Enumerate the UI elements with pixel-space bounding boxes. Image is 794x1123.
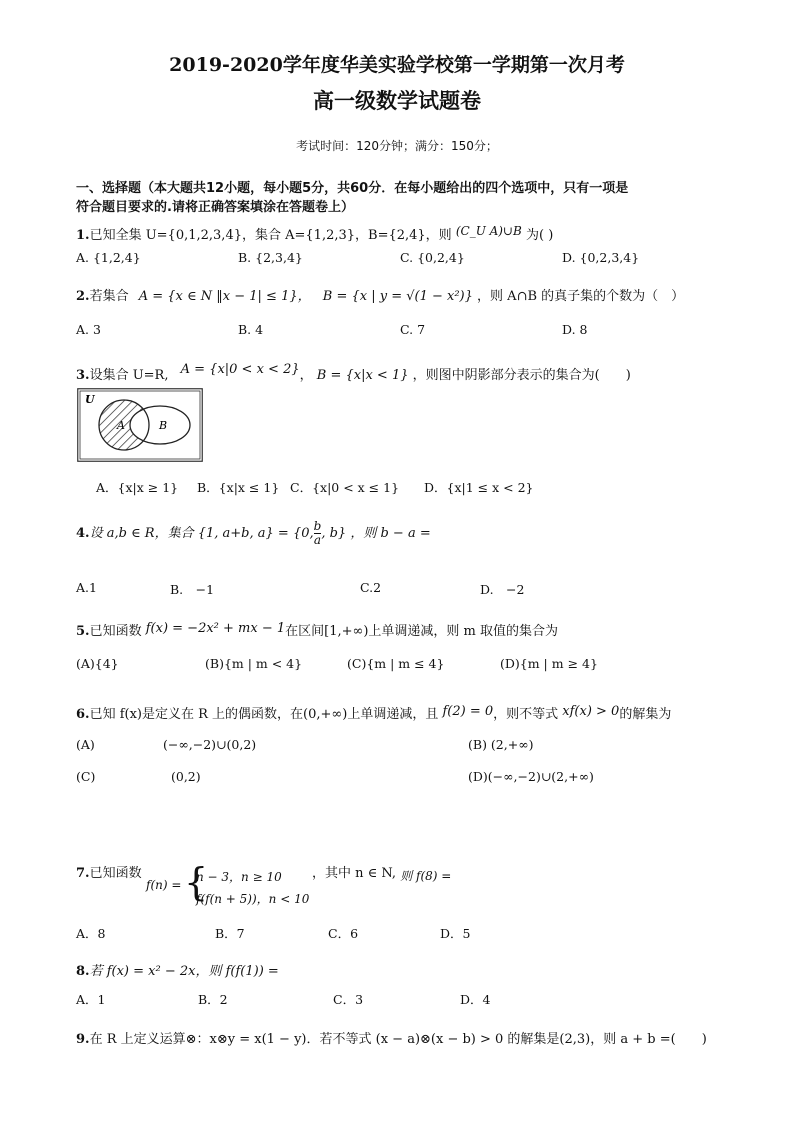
question-7-condition (312, 862, 451, 884)
option-b: (B){m | m < 4} (205, 656, 303, 671)
math-expression: (C_U A)∪B (455, 224, 522, 238)
set-right: , b} (321, 526, 347, 541)
option-b: B．{x|x ≤ 1} (197, 480, 280, 495)
section-heading-line2: 符合题目要求的.请将正确答案填涂在答题卷上） (76, 200, 354, 215)
option-c: C.2 (360, 580, 382, 595)
question-6 (76, 703, 671, 722)
question-stem: 若集合 (89, 289, 129, 304)
option-c: C．6 (328, 926, 359, 941)
option-b: B. {2,3,4} (238, 250, 303, 265)
option-b: B. −1 (170, 582, 215, 597)
set-b-expression: B = {x | y = √(1 − x²)} (322, 289, 473, 304)
option-c-label: (C) (76, 769, 96, 784)
question-stem: 已知函数 (89, 624, 142, 639)
inequality-expression: xf(x) > 0 (562, 704, 620, 719)
option-b: B. 4 (238, 322, 264, 337)
question-stem: 设 a,b ∈ R，集合 {1, a+b, a} = (89, 526, 289, 541)
question-number: 2. (76, 289, 90, 304)
option-a: A．{x|x ≥ 1} (96, 480, 179, 495)
question-2 (76, 285, 684, 304)
option-d: D. 8 (562, 322, 588, 337)
venn-label-a: A (117, 419, 125, 432)
question-3: 3.设集合 U=R, A = {x|0 < x < 2}， B = {x|x < 1} ，则图中阴影部分表示的集合为( ) (76, 362, 631, 383)
option-a: (A){4} (76, 656, 119, 671)
option-c: C. {0,2,4} (400, 250, 465, 265)
venn-label-b: B (159, 419, 168, 432)
fraction-numerator: b (313, 519, 322, 533)
option-a: A. 3 (76, 322, 101, 337)
option-c: (0,2) (171, 769, 201, 784)
question-stem-end: ，则 A∩B 的真子集的个数为（ ） (477, 289, 685, 304)
question-number: 9. (76, 1032, 90, 1047)
question-stem: 在 R 上定义运算⊗：x⊗y = x(1 − y)．若不等式 (x − a)⊗(x − b) > 0 的解集是(2,3)，则 a + b =( ) (89, 1032, 707, 1047)
piecewise-case-2: f(f(n + 5))，n < 10 (196, 892, 310, 906)
question-stem-mid: ，其中 n ∈ N, (312, 866, 397, 881)
question-7 (76, 862, 142, 881)
set-a-expression: A = {x|0 < x < 2} (180, 362, 300, 377)
question-stem-end: 则 f(8) = (400, 869, 452, 883)
set-left: {0, (292, 526, 314, 541)
section-heading-line1: 一、选择题（本大题共12小题，每小题5分，共60分．在每小题给出的四个选项中，只有一项是 (76, 181, 629, 196)
option-d: D．{x|1 ≤ x < 2} (424, 480, 534, 495)
option-d: (D)(−∞,−2)∪(2,+∞) (468, 769, 594, 784)
question-stem: 若 f(x) = x² − 2x，则 f(f(1)) = (89, 964, 279, 979)
question-number: 7. (76, 866, 90, 881)
option-c: (C){m | m ≤ 4} (347, 656, 445, 671)
question-number: 3. (76, 368, 90, 383)
question-stem-mid: ，则不等式 (493, 707, 559, 722)
function-expression: f(x) = −2x² + mx − 1 (145, 621, 286, 636)
venn-label-u: U (85, 393, 95, 406)
option-a: (−∞,−2)∪(0,2) (163, 737, 257, 752)
shaded-region (77, 388, 203, 462)
question-number: 5. (76, 624, 90, 639)
piecewise-brace: { (184, 860, 209, 904)
set-a-expression: A = {x ∈ N ‖x − 1| ≤ 1}， (138, 289, 311, 304)
option-a-label: (A) (76, 737, 95, 752)
option-c: C．3 (333, 992, 364, 1007)
venn-diagram (77, 388, 203, 462)
option-d: D．4 (460, 992, 491, 1007)
option-b: B．2 (198, 992, 228, 1007)
option-d: D. −2 (480, 582, 525, 597)
question-9 (76, 1028, 707, 1047)
question-number: 6. (76, 707, 90, 722)
question-stem: 已知全集 U={0,1,2,3,4}，集合 A={1,2,3}，B={2,4}，则 (89, 228, 452, 243)
exam-title: 2019-2020学年度华美实验学校第一学期第一次月考 (169, 54, 625, 76)
exam-subtitle: 高一级数学试题卷 (313, 88, 481, 113)
question-number: 4. (76, 526, 90, 541)
question-stem: 已知函数 (89, 866, 142, 881)
question-stem-end: ，则图中阴影部分表示的集合为( ) (412, 368, 631, 383)
question-stem: 已知 f(x)是定义在 R 上的偶函数，在(0,+∞)上单调递减，且 (89, 707, 439, 722)
set-b-expression: B = {x|x < 1} (316, 368, 409, 383)
option-a: A．8 (76, 926, 106, 941)
question-1 (76, 224, 553, 243)
option-d: D. {0,2,3,4} (562, 250, 640, 265)
question-stem-end: 在区间[1,+∞)上单调递减，则 m 取值的集合为 (285, 624, 559, 639)
option-a: A．1 (76, 992, 106, 1007)
fraction-denominator: a (313, 533, 322, 547)
question-4 (76, 520, 431, 547)
option-b: (B) (2,+∞) (468, 737, 534, 752)
question-number: 1. (76, 228, 90, 243)
option-d: (D){m | m ≥ 4} (500, 656, 598, 671)
question-5 (76, 620, 558, 639)
piecewise-function-label: f(n) = (146, 878, 182, 892)
option-c: C．{x|0 < x ≤ 1} (290, 480, 400, 495)
option-a: A.1 (76, 580, 97, 595)
question-stem-end: 的解集为 (619, 707, 672, 722)
option-b: B．7 (215, 926, 245, 941)
question-stem: 设集合 U=R, (89, 368, 169, 383)
option-c: C. 7 (400, 322, 426, 337)
question-stem-end: ，则 b − a = (350, 526, 431, 541)
question-8 (76, 960, 279, 979)
option-d: D．5 (440, 926, 471, 941)
question-number: 8. (76, 964, 90, 979)
question-stem-end: 为( ) (525, 228, 554, 243)
exam-info: 考试时间：120分钟；满分：150分； (296, 139, 498, 153)
option-a: A. {1,2,4} (76, 250, 141, 265)
condition-expression: f(2) = 0 (442, 704, 494, 719)
piecewise-case-1: n − 3，n ≥ 10 (196, 870, 282, 884)
